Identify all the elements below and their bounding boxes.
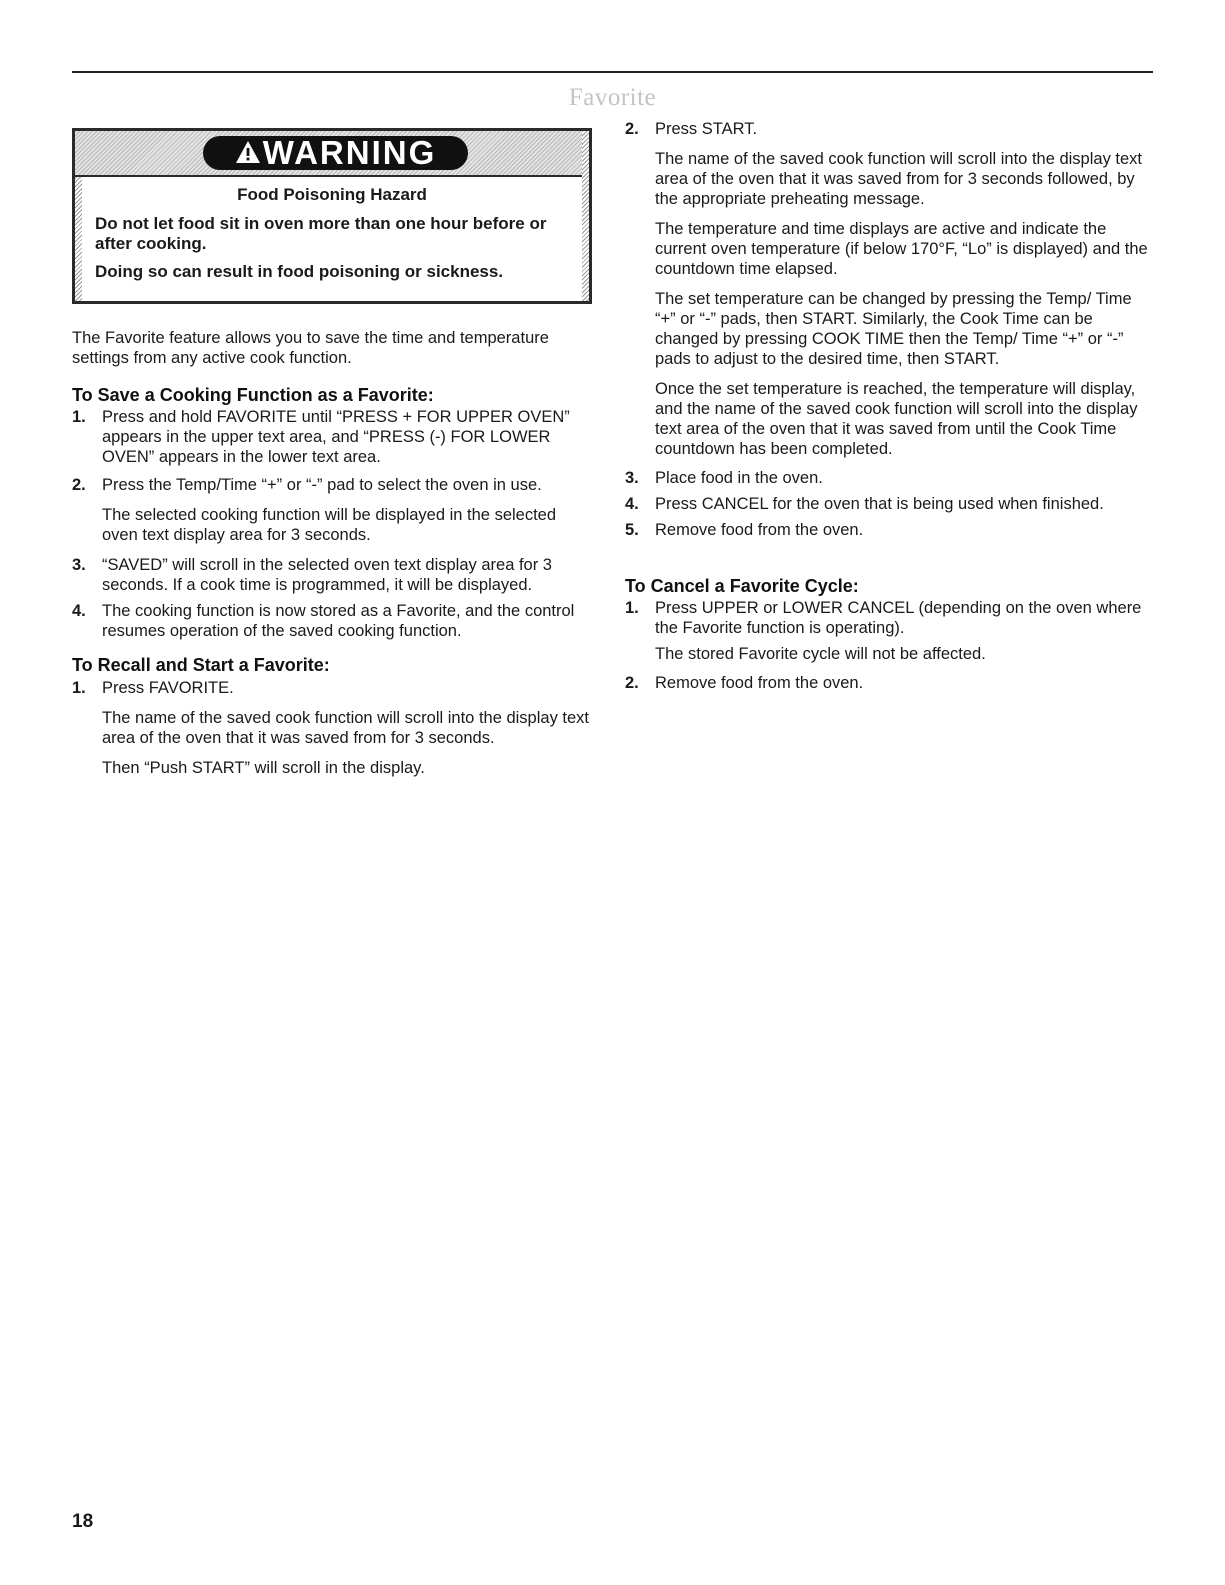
step-number: 1. bbox=[72, 408, 86, 426]
warning-box bbox=[72, 128, 592, 304]
step-number: 2. bbox=[72, 476, 86, 494]
step-number: 2. bbox=[625, 674, 639, 692]
save-section bbox=[72, 384, 594, 641]
list-item bbox=[625, 494, 1153, 514]
step-text: Remove food from the oven. bbox=[655, 674, 864, 692]
step-text: Press FAVORITE. bbox=[102, 679, 234, 697]
step-note: The name of the saved cook function will scroll into the display text area of the oven that it was saved from for 3 seconds. bbox=[102, 709, 589, 747]
page-number: 18 bbox=[72, 1511, 94, 1532]
step-note: The set temperature can be changed by pressing the Temp/ Time “+” or “-” pads, then START. Similarly, the Cook Time can be changed by pressing COOK TIME then the Temp/ Time “+” or “-” pads to adjust to the desired time, then START. bbox=[655, 290, 1132, 368]
step-number: 4. bbox=[72, 602, 86, 620]
list-item bbox=[625, 520, 1153, 540]
section-title: Favorite bbox=[568, 84, 657, 111]
list-item bbox=[625, 673, 1153, 693]
step-note: Then “Push START” will scroll in the display. bbox=[102, 759, 425, 777]
recall-section-continued bbox=[625, 119, 1153, 540]
step-text: “SAVED” will scroll in the selected oven text display area for 3 seconds. If a cook time is programmed, it will be displayed. bbox=[102, 556, 552, 594]
list-item bbox=[72, 678, 594, 778]
step-number: 1. bbox=[625, 599, 639, 617]
step-number: 4. bbox=[625, 495, 639, 513]
step-note: The selected cooking function will be displayed in the selected oven text display area for 3 seconds. bbox=[102, 506, 557, 544]
warning-header bbox=[75, 131, 589, 177]
step-text: Place food in the oven. bbox=[655, 469, 823, 487]
step-text: Press CANCEL for the oven that is being used when finished. bbox=[655, 495, 1104, 513]
list-item bbox=[72, 475, 594, 545]
step-note: The stored Favorite cycle will not be affected. bbox=[655, 645, 986, 663]
warning-body bbox=[75, 177, 589, 282]
section-heading: To Recall and Start a Favorite: bbox=[72, 655, 330, 675]
step-number: 5. bbox=[625, 521, 639, 539]
intro-paragraph: The Favorite feature allows you to save the time and temperature settings from any active cook function. bbox=[72, 329, 549, 367]
step-text: Press the Temp/Time “+” or “-” pad to select the oven in use. bbox=[102, 476, 542, 494]
step-text: The cooking function is now stored as a Favorite, and the control resumes operation of the saved cooking function. bbox=[102, 602, 575, 640]
step-text: Press START. bbox=[655, 120, 758, 138]
step-note: The name of the saved cook function will scroll into the display text area of the oven that it was saved from for 3 seconds followed, by the appropriate preheating message. bbox=[655, 150, 1142, 208]
list-item bbox=[625, 598, 1153, 664]
list-item bbox=[72, 601, 594, 641]
warning-line: Do not let food sit in oven more than one hour before or after cooking. bbox=[95, 214, 547, 253]
list-item bbox=[72, 407, 594, 467]
list-item bbox=[625, 119, 1153, 459]
section-heading: To Cancel a Favorite Cycle: bbox=[625, 576, 859, 596]
step-number: 3. bbox=[625, 469, 639, 487]
step-text: Remove food from the oven. bbox=[655, 521, 864, 539]
alert-triangle-icon bbox=[235, 139, 261, 165]
list-item bbox=[625, 468, 1153, 488]
step-number: 1. bbox=[72, 679, 86, 697]
warning-line: Doing so can result in food poisoning or sickness. bbox=[95, 262, 504, 281]
list-item bbox=[72, 555, 594, 595]
step-number: 2. bbox=[625, 120, 639, 138]
step-note: The temperature and time displays are active and indicate the current oven temperature (if below 170°F, “Lo” is displayed) and the countdown time elapsed. bbox=[655, 220, 1148, 278]
warning-label-pill bbox=[203, 136, 468, 170]
step-number: 3. bbox=[72, 556, 86, 574]
step-text: Press and hold FAVORITE until “PRESS + FOR UPPER OVEN” appears in the upper text area, and “PRESS (-) FOR LOWER OVEN” appears in the lower text area. bbox=[102, 408, 570, 466]
step-text: Press UPPER or LOWER CANCEL (depending on the oven where the Favorite function is operating). bbox=[655, 599, 1142, 637]
section-heading: To Save a Cooking Function as a Favorite: bbox=[72, 385, 434, 405]
cancel-section bbox=[625, 575, 1153, 693]
warning-label: WARNING bbox=[262, 134, 437, 171]
step-note: Once the set temperature is reached, the temperature will display, and the name of the saved cook function will scroll into the display text area of the oven that it was saved from until the Cook Time countdown has been completed. bbox=[655, 380, 1138, 458]
recall-section bbox=[72, 654, 594, 778]
hazard-title: Food Poisoning Hazard bbox=[237, 185, 427, 204]
top-rule bbox=[72, 71, 1153, 73]
